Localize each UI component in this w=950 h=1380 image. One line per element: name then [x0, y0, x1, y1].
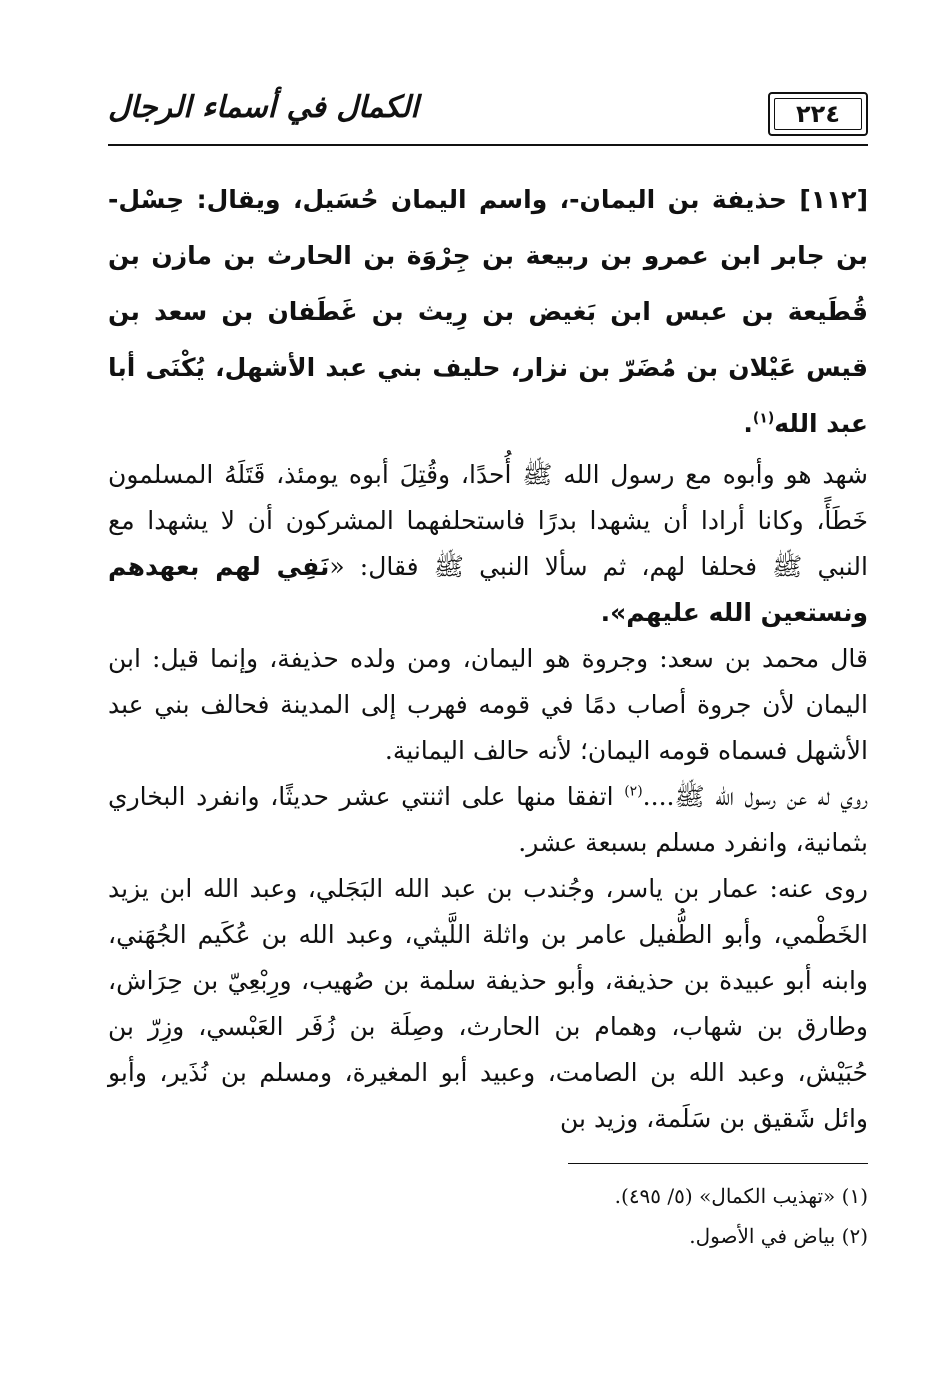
paragraph-2: قال محمد بن سعد: وجروة هو اليمان، ومن ولده حذيفة، وإنما قيل: ابن اليمان لأن جروة أصاب دمًا في قومه فهرب إلى المدينة فحالف بني عبد الأشهل فسماه قومه اليمان؛ لأنه حالف اليمانية.	[108, 644, 868, 765]
header-rule	[108, 144, 868, 146]
main-text	[108, 172, 868, 1142]
hadith-quote: نَفِي لهم بعهدهم ونستعين الله عليهم	[108, 552, 868, 627]
entry-heading	[108, 172, 868, 452]
page-number: ٢٢٤	[768, 92, 868, 136]
page-header	[108, 84, 868, 150]
footnote-ref-1: (١)	[752, 410, 775, 427]
paragraph-3	[108, 774, 868, 866]
entry-heading-text: [١١٢] حذيفة بن اليمان-، واسم اليمان حُسَيل، ويقال: حِسْل- بن جابر ابن عمرو بن ربيعة بن جِرْوَة بن الحارث بن مازن بن قُطَيعة بن عبس ابن بَغيض بن رِيث بن غَطَفان بن سعد بن قيس عَيْلان بن مُضَرّ بن نزار، حليف بني عبد الأشهل، يُكْنَى أبا عبد الله	[108, 185, 868, 438]
running-title: الكمال في أسماء الرجال	[108, 90, 419, 125]
paragraph-3-text-a: روي له عن رسول الله ﷺ....	[642, 782, 869, 811]
entry-heading-end: .	[743, 409, 753, 438]
paragraph-1	[108, 452, 868, 636]
hadith-quote-end: ».	[600, 598, 627, 627]
footnote-2: (٢) بياض في الأصول.	[689, 1224, 868, 1248]
paragraph-3-text-b: اتفقا منها على اثنتي عشر حديثًا، وانفرد البخاري بثمانية، وانفرد مسلم بسبعة عشر.	[108, 782, 868, 857]
footnote-1: (١) «تهذيب الكمال» (٥/ ٤٩٥).	[614, 1184, 868, 1208]
footnote-ref-2: (٢)	[624, 783, 643, 800]
paragraph-1-text: شهد هو وأبوه مع رسول الله ﷺ أُحدًا، وقُتِلَ أبوه يومئذ، قَتَلَهُ المسلمون خَطَأً، وكانا أرادا أن يشهدا بدرًا فاستحلفهما المشركون أن لا يشهدا مع النبي ﷺ فحلفا لهم، ثم سألا النبي ﷺ فقال: «	[108, 460, 868, 581]
footnote-rule	[568, 1163, 868, 1164]
footnotes	[108, 1176, 868, 1256]
paragraph-4: روى عنه: عمار بن ياسر، وجُندب بن عبد الله البَجَلي، وعبد الله ابن يزيد الخَطْمي، وأبو الطُّفيل عامر بن واثلة اللَّيثي، وعبد الله بن عُكَيم الجُهَني، وابنه أبو عبيدة بن حذيفة، وأبو حذيفة سلمة بن صُهيب، ورِبْعِيّ بن حِرَاش، وطارق بن شهاب، وهمام بن الحارث، وصِلَة بن زُفَر العَبْسي، وزِرّ بن حُبَيْش، وعبد الله بن الصامت، وعبيد أبو المغيرة، ومسلم بن نُذَير، وأبو وائل شَقيق بن سَلَمة، وزيد بن	[108, 874, 868, 1133]
